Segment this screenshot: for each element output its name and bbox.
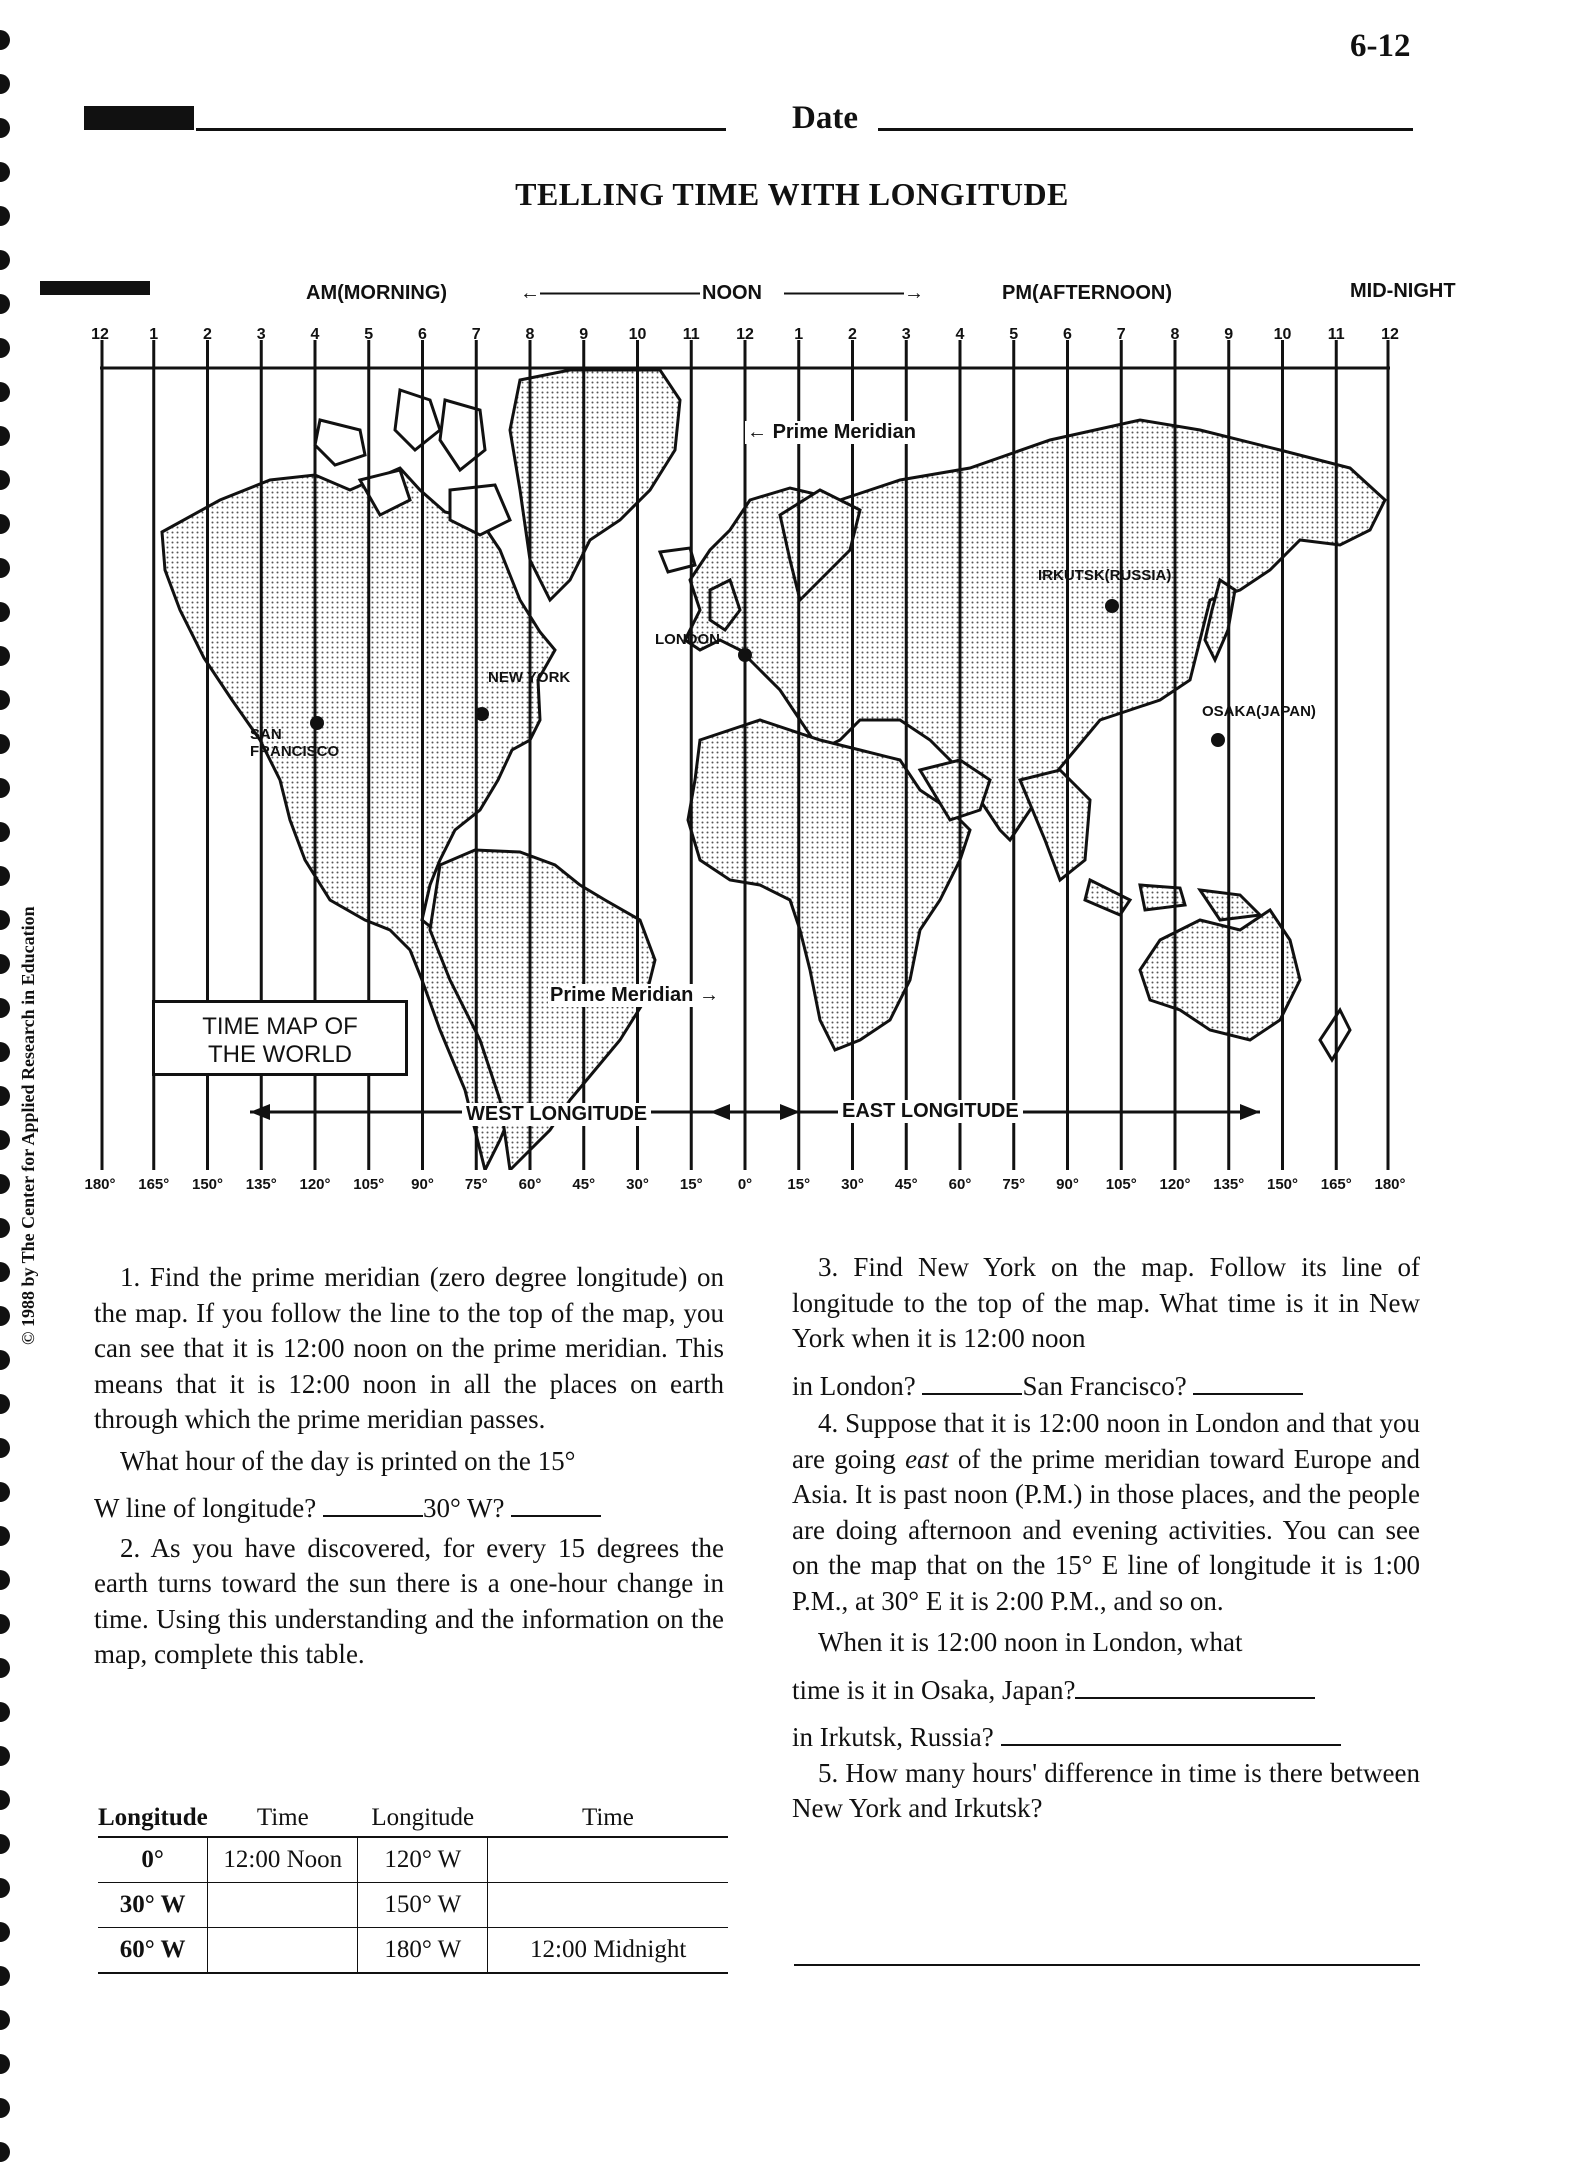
name-field[interactable] [196, 128, 726, 131]
table-header: Longitude [98, 1800, 208, 1837]
hour-label: 6 [1063, 326, 1072, 343]
irkutsk-marker [1105, 599, 1119, 613]
answer-new-york[interactable] [922, 1373, 1022, 1395]
table-header-row [98, 1800, 728, 1837]
binding-hole [0, 2098, 10, 2118]
longitude-time-table [98, 1800, 728, 1974]
degree-label: 45° [572, 1176, 596, 1193]
table-answer-cell[interactable] [208, 1928, 358, 1974]
table-cell: 0° [98, 1837, 208, 1883]
binding-hole [0, 998, 10, 1018]
hour-label: 10 [1273, 326, 1292, 343]
map-title-box [152, 1000, 408, 1076]
binding-hole [0, 778, 10, 798]
table-header: Time [208, 1800, 358, 1837]
degree-label: 180° [1374, 1176, 1406, 1193]
degree-label: 90° [1056, 1176, 1079, 1193]
binding-hole [0, 514, 10, 534]
degree-label: 60° [948, 1176, 972, 1193]
am-arrow-icon: ←———————— [520, 282, 700, 304]
page-title: TELLING TIME WITH LONGITUDE [515, 176, 1069, 212]
hour-label: 8 [1170, 326, 1180, 343]
london-marker [738, 648, 752, 662]
degree-label: 105° [353, 1176, 385, 1193]
question-1-text: 1. Find the prime meridian (zero degree longitude) on the map. If you follow the line to the top of the map, you can see that it is 12:00 noon on the prime meridian. This means that it is 12:00 noon in all the places on earth through which the prime meridian passes. [94, 1262, 724, 1434]
table-answer-cell[interactable] [488, 1837, 728, 1883]
question-5-text: 5. How many hours' difference in time is there between New York and Irkutsk? [792, 1757, 1420, 1823]
binding-hole [0, 382, 10, 402]
table-cell: 12:00 Noon [208, 1837, 358, 1883]
hour-label: 5 [364, 326, 374, 343]
hour-label: 12 [736, 326, 754, 343]
noon-label: NOON [702, 282, 762, 304]
name-label [84, 106, 194, 130]
table-answer-cell[interactable] [208, 1883, 358, 1928]
binding-hole [0, 250, 10, 270]
binding-hole [0, 1658, 10, 1678]
osaka-marker [1211, 733, 1225, 747]
binding-hole [0, 1086, 10, 1106]
degree-label: 45° [894, 1176, 918, 1193]
binding-hole [0, 602, 10, 622]
binding-hole [0, 734, 10, 754]
hour-label: 11 [682, 326, 700, 343]
table-row [98, 1928, 728, 1974]
hour-label: 12 [91, 326, 109, 343]
hour-label: 8 [525, 326, 535, 343]
table-answer-cell[interactable] [488, 1883, 728, 1928]
hour-label: 2 [203, 326, 212, 343]
binding-hole [0, 1702, 10, 1722]
binding-hole [0, 1746, 10, 1766]
binding-hole [0, 646, 10, 666]
osaka-label: OSAKA(JAPAN) [1202, 703, 1316, 720]
degree-label: 75° [1002, 1176, 1026, 1193]
binding-hole [0, 558, 10, 578]
binding-hole [0, 1922, 10, 1942]
binding-hole [0, 118, 10, 138]
page-number: 6-12 [1350, 28, 1411, 64]
binding-hole [0, 1878, 10, 1898]
binding-hole [0, 1790, 10, 1810]
date-field[interactable] [878, 128, 1413, 131]
degree-label: 15° [787, 1176, 811, 1193]
greenland-shape [510, 370, 680, 600]
binding-hole [0, 2142, 10, 2162]
question-2-text: 2. As you have discovered, for every 15 degrees the earth turns toward the sun there is a one-hour change in time. Using this understanding and the information on the map, complete this table. [94, 1532, 724, 1669]
question-1b-text: What hour of the day is printed on the 15° [120, 1445, 576, 1476]
binding-hole [0, 74, 10, 94]
am-label: AM(MORNING) [306, 282, 448, 304]
binding-hole [0, 1614, 10, 1634]
question-3 [792, 1250, 1420, 1827]
hour-label: 11 [1327, 326, 1345, 343]
binding-hole [0, 1130, 10, 1150]
hour-label: 3 [901, 326, 911, 343]
binding-hole [0, 866, 10, 886]
question-1 [94, 1260, 724, 1673]
binding-hole [0, 1174, 10, 1194]
binding-hole [0, 1042, 10, 1062]
degree-label: 75° [464, 1176, 488, 1193]
hour-label: 1 [794, 326, 804, 343]
east-longitude-label: EAST LONGITUDE [838, 1100, 1023, 1123]
table-cell: 180° W [358, 1928, 488, 1974]
degree-label: 120° [299, 1176, 331, 1193]
binding-hole [0, 1482, 10, 1502]
degree-label: 120° [1159, 1176, 1191, 1193]
west-longitude-label: WEST LONGITUDE [462, 1103, 651, 1126]
binding-hole [0, 1262, 10, 1282]
map-title-line2: THE WORLD [208, 1041, 352, 1068]
midnight-left-label [40, 281, 150, 295]
answer-irkutsk[interactable] [1001, 1724, 1341, 1746]
degree-label: 135° [245, 1176, 277, 1193]
new-york-marker [475, 707, 489, 721]
pm-arrow-icon: ——————→ [784, 282, 924, 304]
hour-label: 3 [256, 326, 266, 343]
table-header: Time [488, 1800, 728, 1837]
irkutsk-label: IRKUTSK(RUSSIA) [1038, 567, 1172, 584]
hour-label: 5 [1009, 326, 1019, 343]
copyright-credit: © 1988 by The Center for Applied Research in Education [18, 906, 38, 1345]
question-4-text: 4. Suppose that it is 12:00 noon in London and that you are going east of the prime meridian toward Europe and Asia. It is past noon (P.M.) in those places, and the people are doing afternoon and evening activities. You can see on the map that on the 15° E line of longitude it is 1:00 P.M., at 30° E it is 2:00 P.M., and so on. [792, 1408, 1420, 1616]
degree-label: 30° [841, 1176, 864, 1193]
table-cell: 12:00 Midnight [488, 1928, 728, 1974]
hour-label: 4 [955, 326, 965, 343]
london-label: LONDON [655, 631, 720, 648]
answer-osaka[interactable] [1075, 1677, 1315, 1699]
answer-30w[interactable] [511, 1495, 601, 1517]
hour-label: 6 [418, 326, 427, 343]
binding-hole [0, 1570, 10, 1590]
new-york-label: NEW YORK [488, 669, 571, 686]
hour-label: 12 [1381, 326, 1399, 343]
san-francisco-label: SAN FRANCISCO [250, 726, 340, 760]
binding-hole [0, 910, 10, 930]
binding-hole [0, 690, 10, 710]
binding-hole [0, 822, 10, 842]
degree-label: 15° [679, 1176, 703, 1193]
table-row [98, 1883, 728, 1928]
table-row [98, 1837, 728, 1883]
binding-hole [0, 1350, 10, 1370]
table-cell: 30° W [98, 1883, 208, 1928]
binding-hole [0, 30, 10, 50]
degree-label: 135° [1213, 1176, 1245, 1193]
hour-label: 4 [310, 326, 320, 343]
degree-label: 180° [84, 1176, 116, 1193]
prime-meridian-bottom-label: Prime Meridian → [550, 984, 719, 1006]
hour-label: 7 [1116, 326, 1126, 343]
binding-hole [0, 1394, 10, 1414]
pm-label: PM(AFTERNOON) [1002, 282, 1172, 304]
answer-15w[interactable] [323, 1495, 423, 1517]
degree-label: 30° [626, 1176, 649, 1193]
hour-label: 9 [579, 326, 589, 343]
binding-hole [0, 954, 10, 974]
binding-hole [0, 1218, 10, 1238]
hour-label: 7 [471, 326, 481, 343]
prime-meridian-top-label: ← Prime Meridian [747, 421, 916, 443]
map-title-line1: TIME MAP OF [202, 1013, 358, 1040]
hour-label: 1 [149, 326, 159, 343]
question-4b-text: When it is 12:00 noon in London, what [818, 1627, 1243, 1657]
answer-san-francisco[interactable] [1193, 1373, 1303, 1395]
question-4-osaka: time is it in Osaka, Japan? [792, 1673, 1420, 1709]
answer-q5[interactable] [794, 1964, 1420, 1966]
degree-label: 60° [518, 1176, 542, 1193]
table-cell: 120° W [358, 1837, 488, 1883]
degree-label: 90° [411, 1176, 434, 1193]
binding-hole [0, 1834, 10, 1854]
hour-label: 10 [628, 326, 647, 343]
binding-hole [0, 1526, 10, 1546]
table-header: Longitude [358, 1800, 488, 1837]
degree-label: 150° [191, 1176, 224, 1193]
table-cell: 60° W [98, 1928, 208, 1974]
table-cell: 150° W [358, 1883, 488, 1928]
binding-edge [0, 0, 18, 2156]
question-3-answers: in London? San Francisco? [792, 1369, 1420, 1405]
binding-hole [0, 2054, 10, 2074]
binding-hole [0, 1306, 10, 1326]
midnight-right-label: MID-NIGHT [1350, 280, 1456, 302]
hour-label: 2 [848, 326, 857, 343]
degree-label: 165° [138, 1176, 170, 1193]
binding-hole [0, 470, 10, 490]
degree-label: 0° [737, 1176, 753, 1193]
degree-label: 150° [1266, 1176, 1299, 1193]
binding-hole [0, 1966, 10, 1986]
binding-hole [0, 294, 10, 314]
degree-label: 105° [1105, 1176, 1137, 1193]
hour-label: 9 [1224, 326, 1234, 343]
binding-hole [0, 2010, 10, 2030]
degree-label: 165° [1320, 1176, 1352, 1193]
binding-hole [0, 1438, 10, 1458]
question-1b-answers: W line of longitude? 30° W? [94, 1491, 724, 1527]
binding-hole [0, 426, 10, 446]
australia-shape [1140, 910, 1300, 1040]
question-3-text: 3. Find New York on the map. Follow its line of longitude to the top of the map. What time is it in New York when it is 12:00 noon [792, 1252, 1420, 1353]
question-4-irkutsk: in Irkutsk, Russia? [792, 1720, 1420, 1756]
binding-hole [0, 338, 10, 358]
date-label: Date [792, 100, 858, 136]
